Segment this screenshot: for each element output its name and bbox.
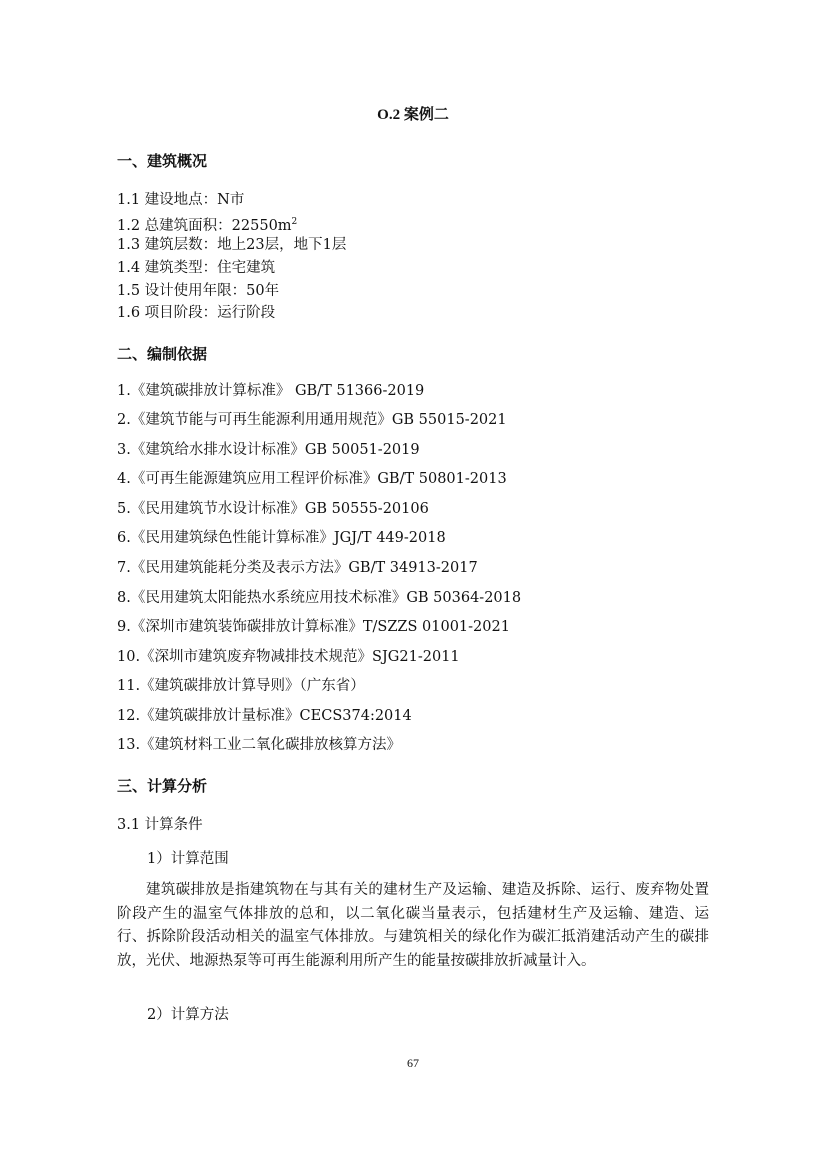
area-unit-superscript: 2 xyxy=(291,217,298,227)
reference-item: 8.《民用建筑太阳能热水系统应用技术标准》GB 50364-2018 xyxy=(117,590,522,606)
reference-item: 4.《可再生能源建筑应用工程评价标准》GB/T 50801-2013 xyxy=(117,471,507,487)
overview-item-type: 1.4 建筑类型：住宅建筑 xyxy=(117,260,276,276)
scope-paragraph: 建筑碳排放是指建筑物在与其有关的建材生产及运输、建造及拆除、运行、废弃物处置阶段产生的温室气体排放的总和，以二氧化碳当量表示，包括建材生产及运输、建造、运行、拆除阶段活动相关的温室气体排放。与建筑相关的绿化作为碳汇抵消建活动产生的碳排放，光伏、地源热泵等可再生能源利用所产生的能量按碳排放折减量计入。 xyxy=(117,882,709,969)
overview-item-floors: 1.3 建筑层数：地上23层，地下1层 xyxy=(117,237,347,253)
overview-item-stage: 1.6 项目阶段：运行阶段 xyxy=(117,305,276,321)
reference-item: 5.《民用建筑节水设计标准》GB 50555-20106 xyxy=(117,501,429,517)
reference-item: 10.《深圳市建筑废弃物减排技术规范》SJG21-2011 xyxy=(117,649,460,665)
section-heading-basis: 二、编制依据 xyxy=(117,345,208,363)
section-heading-overview: 一、建筑概况 xyxy=(117,152,208,170)
overview-item-location: 1.1 建设地点：N市 xyxy=(117,192,245,208)
reference-item: 2.《建筑节能与可再生能源利用通用规范》GB 55015-2021 xyxy=(117,412,507,428)
subsection-conditions: 3.1 计算条件 xyxy=(117,817,203,833)
overview-item-area-text: 1.2 总建筑面积：22550m xyxy=(117,217,292,234)
page-number: 67 xyxy=(407,1056,419,1070)
reference-item: 13.《建筑材料工业二氧化碳排放核算方法》 xyxy=(117,737,402,753)
reference-item: 9.《深圳市建筑装饰碳排放计算标准》T/SZZS 01001-2021 xyxy=(117,619,510,635)
reference-item: 11.《建筑碳排放计算导则》（广东省） xyxy=(117,678,365,694)
overview-item-lifespan: 1.5 设计使用年限：50年 xyxy=(117,283,280,299)
reference-item: 3.《建筑给水排水设计标准》GB 50051-2019 xyxy=(117,442,420,458)
item-method: 2）计算方法 xyxy=(147,1007,229,1023)
section-heading-analysis: 三、计算分析 xyxy=(117,777,208,795)
reference-item: 12.《建筑碳排放计量标准》CECS374:2014 xyxy=(117,708,412,724)
reference-item: 1.《建筑碳排放计算标准》 GB/T 51366-2019 xyxy=(117,383,425,399)
page-title: O.2 案例二 xyxy=(377,107,449,123)
reference-item: 7.《民用建筑能耗分类及表示方法》GB/T 34913-2017 xyxy=(117,560,478,576)
overview-item-area xyxy=(117,211,297,237)
item-scope: 1）计算范围 xyxy=(147,851,229,867)
reference-item: 6.《民用建筑绿色性能计算标准》JGJ/T 449-2018 xyxy=(117,530,446,546)
